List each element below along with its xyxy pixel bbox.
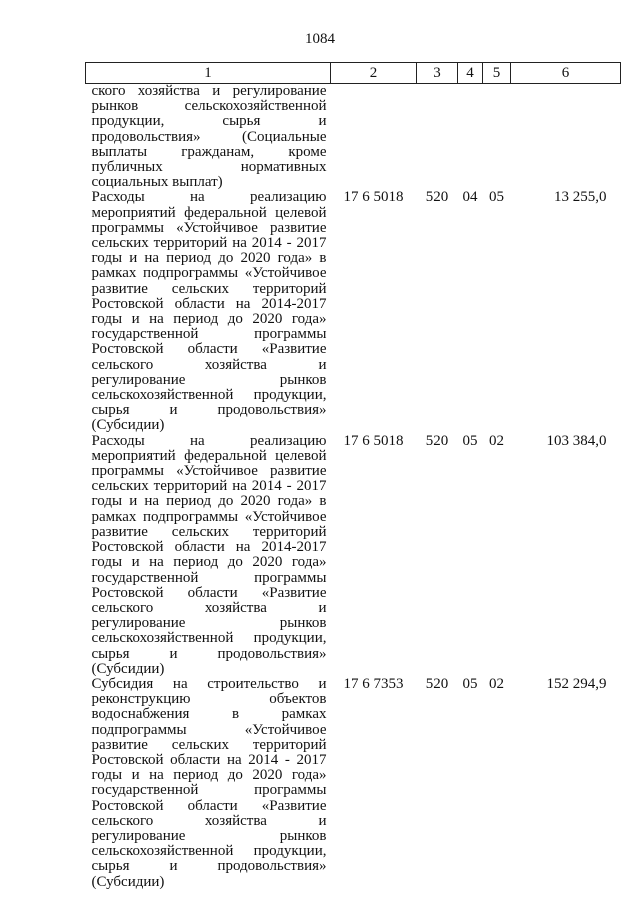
budget-table — [85, 62, 621, 890]
table-row — [86, 677, 621, 890]
header-col-3: 3 — [417, 63, 458, 84]
row-pr: 02 — [489, 432, 504, 449]
row-amount: 152 294,9 — [546, 675, 607, 692]
row-csr: 17 6 5018 — [343, 189, 404, 206]
row-rz: 05 — [462, 675, 478, 692]
row-pr: 05 — [489, 189, 504, 206]
table-row — [86, 434, 621, 677]
row-description: Субсидия на строительство и реконструкцию объектов водоснабжения в рамках подпрограммы «Устойчивое развитие сельских территорий Ростовской области на 2014 - 2017 годы и на период до 2020 года» государственной программы Ростовской области «Развитие сельского хозяйства и регулирование рынков сельскохозяйственной продукции, сырья и продовольствия» (Субсидии) — [91, 675, 327, 890]
row-csr: 17 6 7353 — [343, 675, 404, 692]
row-description: ского хозяйства и регулирование рынков сельскохозяйственной продукции, сырья и продовольствия» (Социальные выплаты гражданам, кроме публичных нормативных социальных выплат) — [91, 83, 327, 191]
header-col-6: 6 — [511, 63, 621, 84]
header-col-5: 5 — [483, 63, 511, 84]
row-rz: 04 — [462, 189, 478, 206]
table-row — [86, 84, 621, 191]
row-csr — [331, 84, 417, 191]
row-vr: 520 — [425, 432, 449, 449]
row-vr: 520 — [425, 675, 449, 692]
row-vr — [417, 84, 458, 191]
row-description: Расходы на реализацию мероприятий федеральной целевой программы «Устойчивое развитие сельских территорий на 2014 - 2017 годы и на период до 2020 года» в рамках подпрограммы «Устойчивое развитие сельских территорий Ростовской области на 2014-2017 годы и на период до 2020 года» государственной программы Ростовской области «Развитие сельского хозяйства и регулирование рынков сельскохозяйственной продукции, сырья и продовольствия» (Субсидии) — [91, 432, 327, 677]
row-pr: 02 — [489, 675, 504, 692]
row-amount: 13 255,0 — [554, 189, 607, 206]
header-col-1: 1 — [86, 63, 331, 84]
row-rz — [458, 84, 483, 191]
row-description: Расходы на реализацию мероприятий федеральной целевой программы «Устойчивое развитие сельских территорий на 2014 - 2017 годы и на период до 2020 года» в рамках подпрограммы «Устойчивое развитие сельских территорий Ростовской области на 2014-2017 годы и на период до 2020 года» государственной программы Ростовской области «Развитие сельского хозяйства и регулирование рынков сельскохозяйственной продукции, сырья и продовольствия» (Субсидии) — [91, 189, 327, 434]
row-rz: 05 — [462, 432, 478, 449]
header-col-4: 4 — [458, 63, 483, 84]
table-header-row — [86, 63, 621, 84]
page-number: 1084 — [305, 31, 335, 47]
table-row — [86, 190, 621, 433]
header-col-2: 2 — [331, 63, 417, 84]
row-csr: 17 6 5018 — [343, 432, 404, 449]
row-vr: 520 — [425, 189, 449, 206]
row-pr — [483, 84, 511, 191]
row-amount: 103 384,0 — [546, 432, 607, 449]
row-amount — [511, 84, 621, 191]
